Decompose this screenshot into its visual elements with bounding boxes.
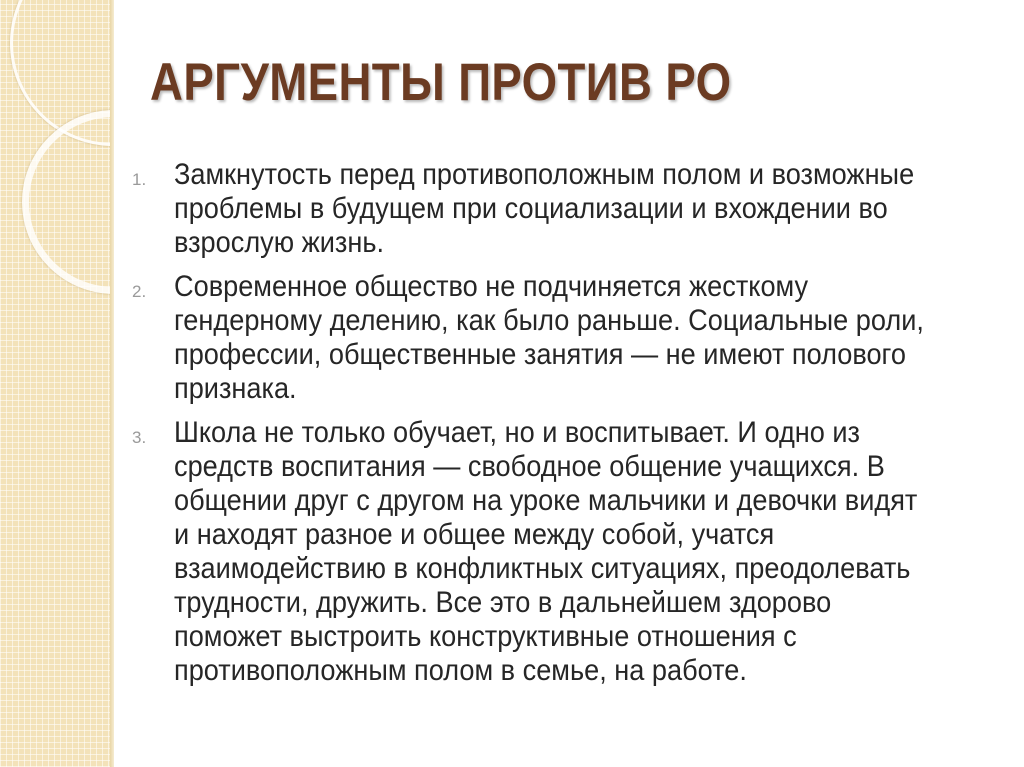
item-number: 3. (132, 428, 147, 447)
decorative-ring-middle (22, 110, 110, 294)
item-number: 2. (132, 282, 147, 301)
item-text: Замкнутость перед противоположным полом и возможные проблемы в будущем при социализации и вхождении во взрослую жизнь. (174, 158, 915, 259)
item-text: Школа не только обучает, но и воспитывает. И одно из средств воспитания — свободное общение учащихся. В общении друг с другом на уроке мальчики и девочки видят и находят разное и общее между собой, учатся взаимодействию в конфликтных ситуациях, преодолевать трудности, дружить. Все это в дальнейшем здорово поможет выстроить конструктивные отношения с противоположным полом в семье, на работе. (174, 416, 918, 687)
list-item (132, 158, 1002, 260)
argument-list (132, 158, 1002, 698)
slide-title: АРГУМЕНТЫ ПРОТИВ РО (150, 53, 732, 112)
item-number: 1. (132, 170, 147, 189)
decorative-side-panel (0, 0, 110, 767)
list-item (132, 416, 1002, 688)
side-panel-edge (110, 0, 114, 767)
list-item (132, 270, 1002, 406)
item-text: Современное общество не подчиняется жесткому гендерному делению, как было раньше. Социальные роли, профессии, общественные занятия — не имеют полового признака. (174, 270, 924, 405)
